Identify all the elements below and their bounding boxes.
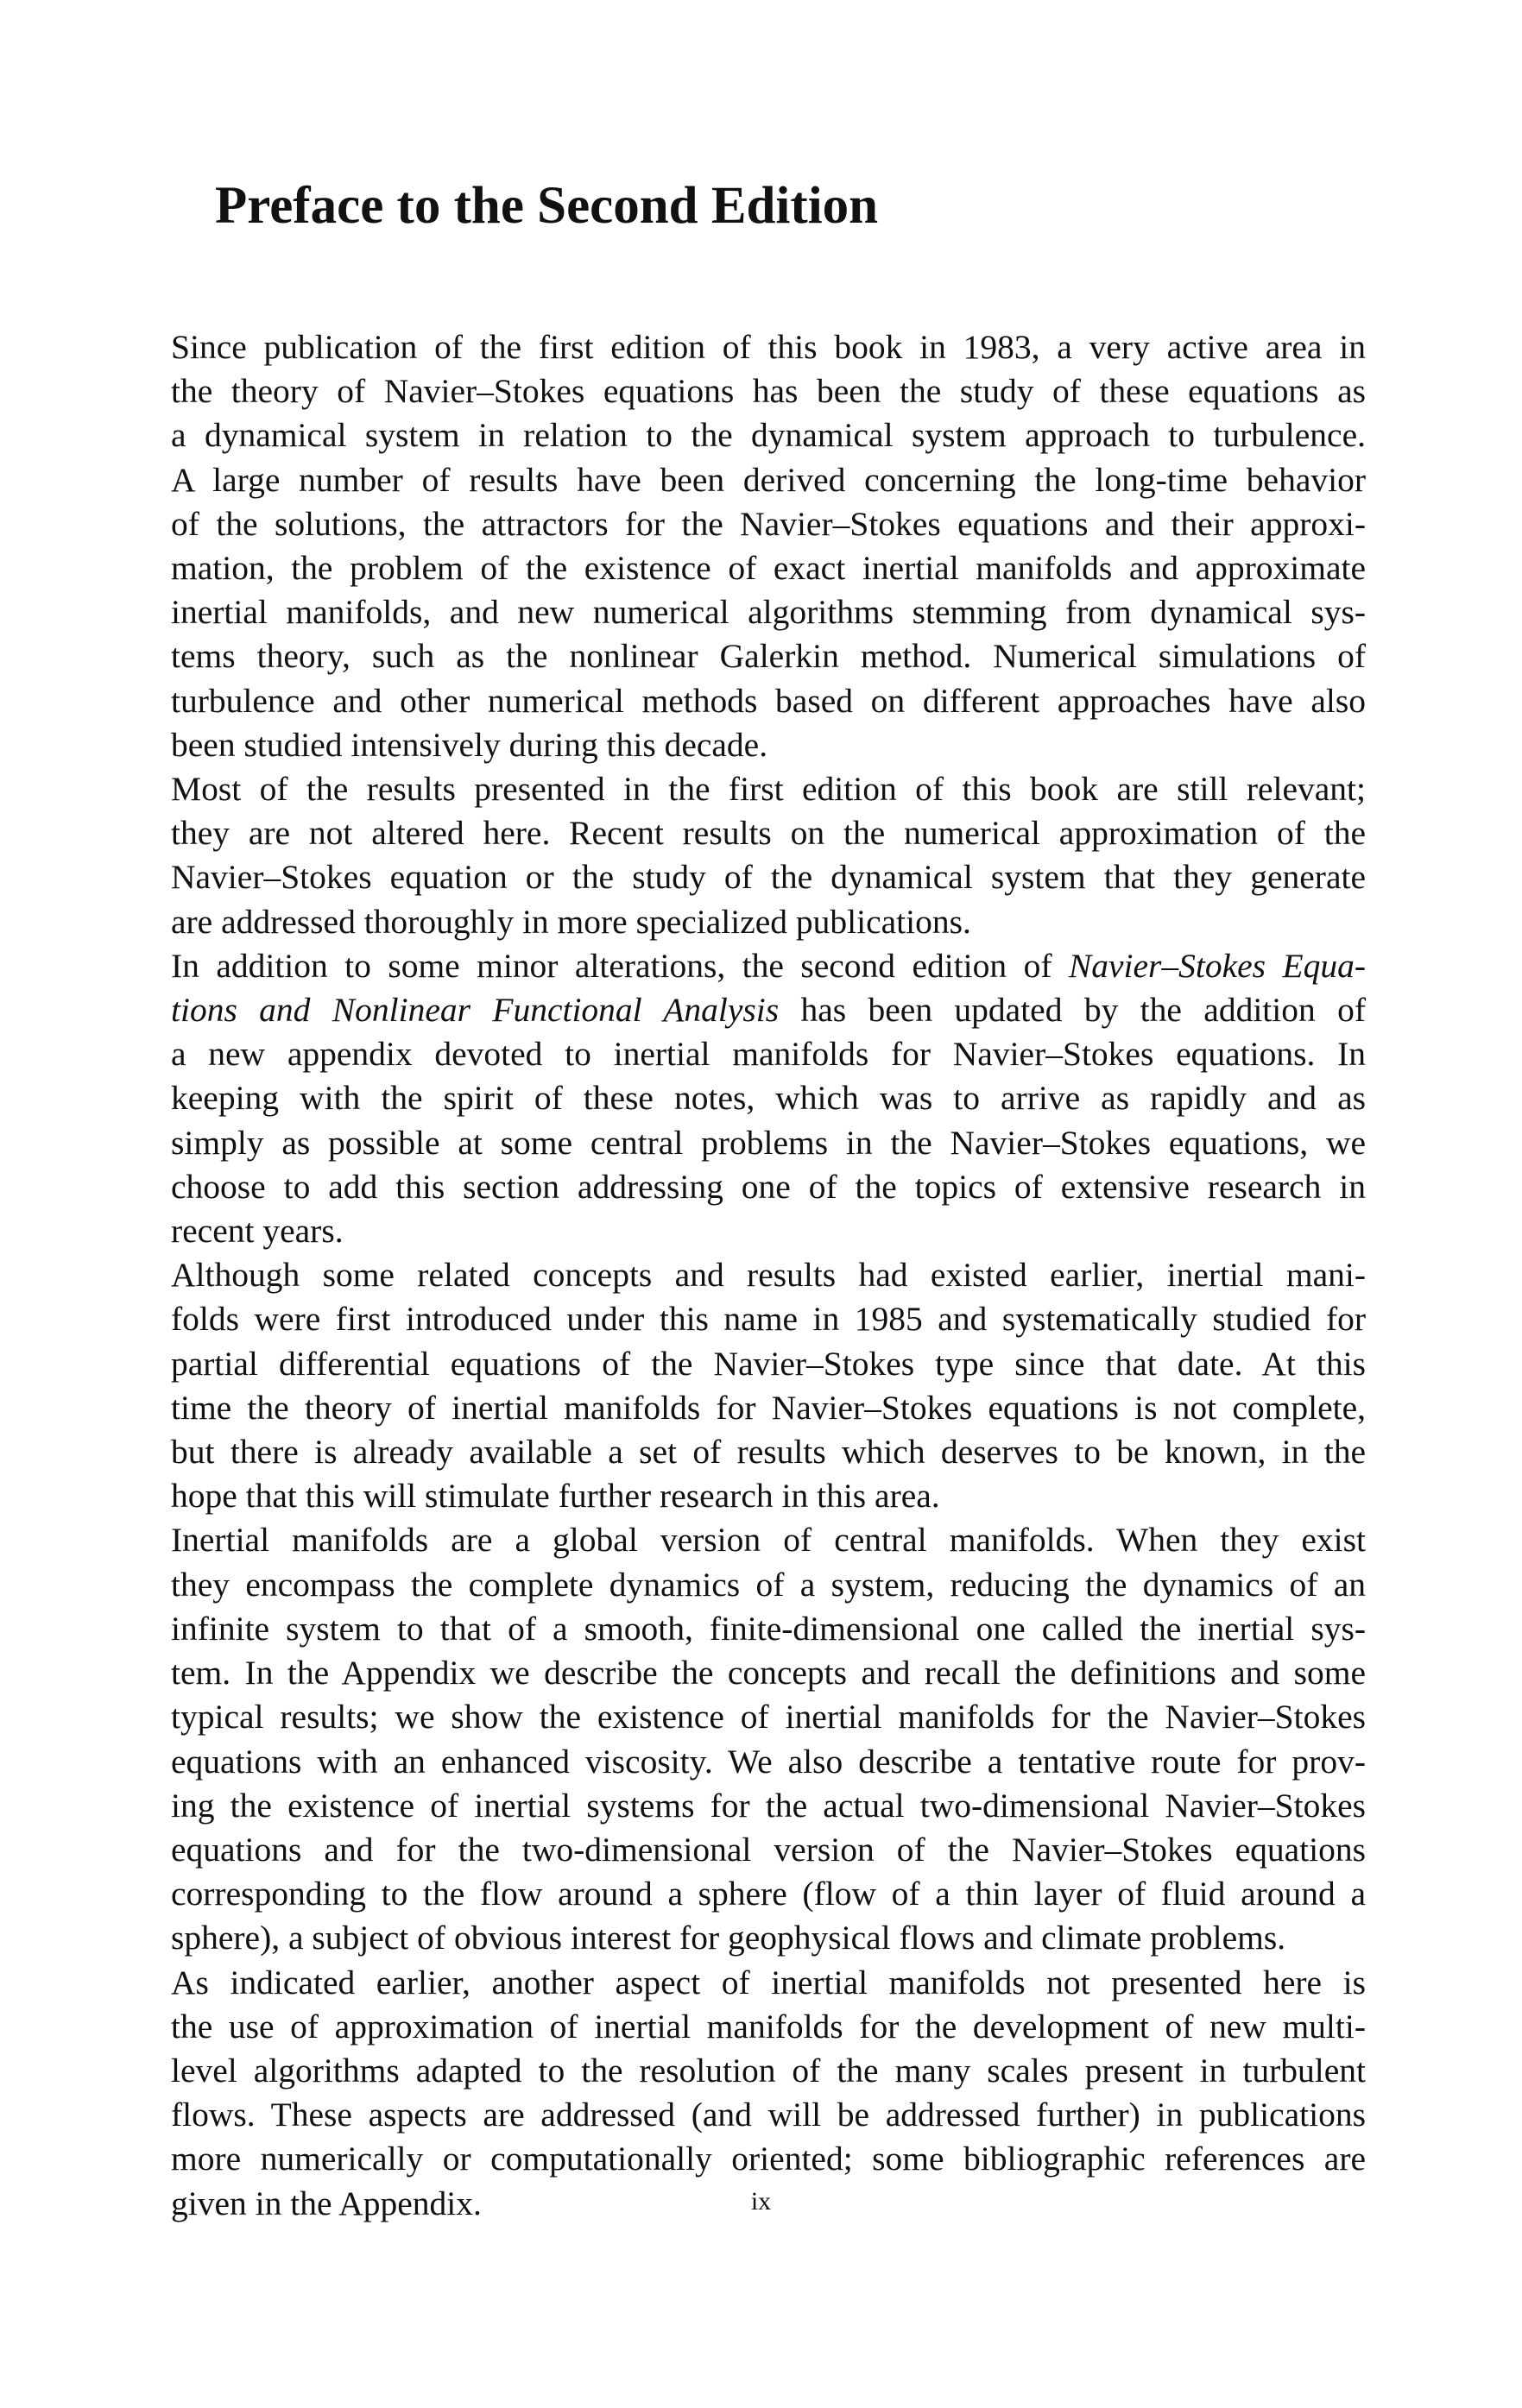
text-line: time the theory of inertial manifolds for Navier–Stokes equations is not complete, [171,1388,1366,1427]
text-line: the use of approximation of inertial manifolds for the development of new multi- [171,2007,1366,2046]
book-title-italic: Navier–Stokes Equa- [1068,946,1367,985]
text-line [171,988,1366,1032]
text-line: As indicated earlier, another aspect of inertial manifolds not presented here is [171,1963,1366,2001]
text-line: flows. These aspects are addressed (and will be addressed further) in publications [171,2096,1366,2134]
text-line: level algorithms adapted to the resolution of the many scales present in turbulent [171,2051,1366,2090]
text-line: of the solutions, the attractors for the Navier–Stokes equations and their approxi- [171,504,1366,543]
text-line: infinite system to that of a smooth, finite-dimensional one called the inertial sys- [171,1609,1366,1648]
text-line: a new appendix devoted to inertial manifolds for Navier–Stokes equations. In [171,1035,1366,1074]
text-line: the theory of Navier–Stokes equations has been the study of these equations as [171,372,1366,411]
text-line: choose to add this section addressing one of the topics of extensive research in [171,1167,1366,1206]
text-line: typical results; we show the existence of inertial manifolds for the Navier–Stokes [171,1698,1366,1737]
paragraph-3 [171,944,1366,1253]
paragraph-4 [171,1253,1366,1518]
text-line: Navier–Stokes equation or the study of the dynamical system that they generate [171,858,1366,897]
text-line: Since publication of the first edition of this book in 1983, a very active area in [171,328,1366,366]
text-line: tems theory, such as the nonlinear Galerkin method. Numerical simulations of [171,637,1366,676]
text-line: are addressed thoroughly in more specialized publications. [171,902,971,941]
preface-body [171,325,1366,2226]
text-line: they encompass the complete dynamics of a system, reducing the dynamics of an [171,1565,1366,1604]
page-number: ix [750,2187,772,2216]
text-line: simply as possible at some central problems in the Navier–Stokes equations, we [171,1123,1366,1162]
text-line: a dynamical system in relation to the dynamical system approach to turbulence. [171,416,1366,455]
paragraph-1 [171,325,1366,767]
text-line: Inertial manifolds are a global version of central manifolds. When they exist [171,1521,1366,1560]
text-line: tem. In the Appendix we describe the concepts and recall the definitions and some [171,1654,1366,1693]
book-title-italic: tions and Nonlinear Functional Analysis [171,991,780,1030]
text-line: mation, the problem of the existence of exact inertial manifolds and approximate [171,549,1366,588]
text-segment: In addition to some minor alterations, the second edition of [171,946,1069,985]
paragraph-6 [171,1961,1366,2226]
text-line: recent years. [171,1212,344,1251]
text-line: inertial manifolds, and new numerical algorithms stemming from dynamical sys- [171,593,1366,632]
page-title: Preface to the Second Edition [215,177,879,235]
text-line: turbulence and other numerical methods based on different approaches have also [171,681,1366,720]
text-line: ing the existence of inertial systems for the actual two-dimensional Navier–Stokes [171,1786,1366,1825]
text-line: equations and for the two-dimensional version of the Navier–Stokes equations [171,1830,1366,1869]
text-line: sphere), a subject of obvious interest for geophysical flows and climate problems. [171,1919,1286,1957]
text-line: Most of the results presented in the first edition of this book are still relevant; [171,770,1366,809]
text-line: they are not altered here. Recent results on the numerical approximation of the [171,814,1366,853]
text-line: keeping with the spirit of these notes, which was to arrive as rapidly and as [171,1079,1366,1118]
text-line: equations with an enhanced viscosity. We also describe a tentative route for prov- [171,1742,1366,1781]
text-line: given in the Appendix. [171,2184,482,2222]
text-line: corresponding to the flow around a sphere (flow of a thin layer of fluid around a [171,1875,1366,1913]
paragraph-2 [171,767,1366,944]
text-line: partial differential equations of the Navier–Stokes type since that date. At this [171,1344,1366,1383]
text-line: been studied intensively during this decade. [171,725,768,764]
paragraph-5 [171,1518,1366,1960]
text-line: more numerically or computationally oriented; some bibliographic references are [171,2140,1366,2178]
text-line: hope that this will stimulate further research in this area. [171,1477,940,1516]
text-line: A large number of results have been derived concerning the long-time behavior [171,460,1366,499]
text-line: but there is already available a set of results which deserves to be known, in the [171,1433,1366,1472]
text-line: folds were first introduced under this name in 1985 and systematically studied for [171,1300,1366,1339]
text-segment: has been updated by the addition of [779,991,1366,1030]
text-line: Although some related concepts and results had existed earlier, inertial mani- [171,1256,1366,1295]
text-line [171,944,1366,988]
